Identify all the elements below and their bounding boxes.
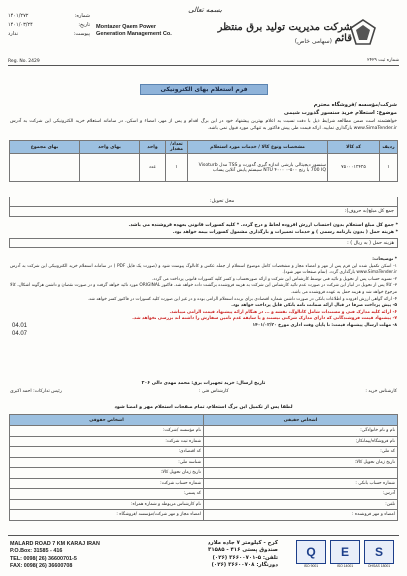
real-field[interactable]: شماره حساب بانکی : — [204, 478, 398, 489]
transport-note: * هزینه حمل ( بدون بارنامه رسمی ) و خدمات تعمیرات و بارگذاری مشمول کسورات بیمه خواهد بود. — [172, 230, 398, 235]
addressee-line: شرکت/مؤسسه /فروشگاه محترم — [313, 102, 397, 108]
attachment-row — [8, 30, 90, 39]
certificate-icon: S — [364, 540, 394, 564]
real-field[interactable]: امضاء و مهر فروشنده : — [204, 510, 398, 521]
col-unit: واحد — [140, 141, 166, 154]
legal-field[interactable]: کد اقتصادی: — [10, 447, 204, 458]
number-label: شماره: — [74, 13, 90, 19]
col-real-person: اشخاص حقیقی — [204, 415, 398, 426]
legal-field[interactable]: نام مؤسسه /شرکت: — [10, 426, 204, 437]
col-unit-price: بهای واحد — [80, 141, 140, 154]
iso-14001-badge — [330, 540, 360, 570]
certificate-icon: E — [330, 540, 360, 564]
head-label: رئیس تدارکات: احمد اکبری — [10, 389, 62, 394]
col-row: ردیف — [380, 141, 398, 154]
date-row — [8, 21, 90, 30]
handwritten-dates — [12, 322, 27, 338]
notes-title: * توضیحات: — [372, 257, 397, 262]
form-title: فرم استعلام بهای الکترونیکی — [140, 84, 268, 95]
date-value: ۱۴۰۱/۰۳/۲۴ — [8, 22, 33, 28]
note-item: ۱- اسکن تکمیل شده این فرم پس از مهر و امضاء مجاز و مشخصات کامل موضوع استعلام از جمله عکس و کاتالوگ پیوست شود و (صورت یک فایل PDF ) در سامانه استعلام خرید الکترونیکی این شرکت به آدرس www.SimaTender.ir بارگذاری گردد. (تمام صفحات مهر شود). — [10, 263, 397, 276]
items-table — [9, 140, 398, 182]
table-row — [10, 447, 398, 458]
company-name-en — [96, 24, 206, 38]
customer-instruction: لطفا پس از تکمیل این برگ استعلام، تمام صفحات استعلام مهر و امضا شود — [114, 405, 293, 410]
items-header-row — [10, 141, 398, 154]
iso-9001-badge — [296, 540, 326, 570]
company-name-fa: شرکت مدیریت تولید برق منتظر قائم — [217, 22, 352, 44]
note-item: ۷- پیشنهاد قیمت فروشندگانی که دارای مدارک شرکتی نیستند و یا سابقه عدم تامین سفارش را داشته اند بررسی نخواهد شد. — [132, 316, 397, 322]
certificate-icon: Q — [296, 540, 326, 564]
notes-section — [10, 257, 397, 330]
certificate-caption: OHSAS 18001 — [367, 564, 391, 568]
date-note: 04.01 — [12, 323, 28, 329]
cell-unit: عدد — [140, 154, 166, 182]
cell-total[interactable] — [10, 154, 80, 182]
delivery-place-row — [9, 197, 398, 207]
signature-line — [10, 388, 397, 396]
footer-line: P.O.Box: 31585 - 416 — [10, 548, 63, 555]
col-desc: مشخصات ونوع کالا / خدمات مورد استعلام — [188, 141, 328, 154]
footer-line: دورنگار: ۳۶۶۰۰۷۰۸ (۰۲۶) — [211, 562, 278, 569]
delivery-place-label: محل تحویل: — [210, 199, 235, 204]
note-item: ۳- کالا پس از تحویل در انبار این شرکت در صورت عدم تائید کارشناس این شرکت به هزینه فروشنده برگشت داده خواهد شد. فاکتور ORIGINAL مورد تائید خواهد گرفت و در صورت نقصان و داشتن هرگونه اشکال، کالا مرجوع خواهد شد و هزینه حمل به عهده فروشنده می باشد. — [10, 283, 397, 295]
table-row — [10, 468, 398, 479]
number-row — [8, 12, 90, 21]
date-note: 04.07 — [12, 331, 28, 337]
note-item: ۴- ارائه گواهی ارزش افزوده و اطلاعات بانکی در صورت داشتن شماره اقتصادی برای برنده استعلام الزامی بوده و در غیر این صورت کلیه کسورات در فاکتور کسر خواهد شد. — [87, 296, 397, 302]
note-item: ۶- ارائه کلیه مدارک فنی و مستندات شامل کاتالوگ، نقشه و ... در هنگام ارائه پیشنهاد قیمت الزامی میباشد. — [169, 309, 397, 315]
table-row — [10, 154, 398, 182]
subject-line: موضوع: استعلام خرید سنسور گدورت شیمی — [283, 110, 397, 116]
table-row — [10, 436, 398, 447]
real-field[interactable]: نام فروشگاه/پیمانکار: — [204, 436, 398, 447]
cell-code: ۷۵۰۰۰۱۲۴۲۵ — [328, 154, 380, 182]
real-field[interactable]: آدرس: — [204, 489, 398, 500]
col-qty: تعداد/ مقدار — [166, 141, 188, 154]
registration-number-en: Reg. No. 2429 — [8, 59, 40, 64]
customer-info-table — [9, 414, 398, 521]
company-name-en-line2: Generation Management Co. — [96, 31, 172, 37]
sum-in-words[interactable]: جمع کل مبلغ(به حروف): — [9, 207, 398, 217]
table-row — [10, 489, 398, 500]
registration-number-fa: شماره ثبت ۲۴۲۹ — [367, 58, 399, 63]
footer-line: تلفن: ۵-۳۶۶۰۰۷۰۱ (۰۲۶) — [212, 554, 278, 561]
number-value: ۱۴۰۱/۲۷۲ — [8, 13, 29, 19]
sender-info: تاریخ ارسال: خرید تجهیزات برق: محمد مهدی دالی ۲۰۶ — [141, 381, 266, 386]
legal-field[interactable]: شناسه ملی: — [10, 457, 204, 468]
buyer-label: کارشناس خرید : — [365, 389, 397, 394]
customer-header-row — [10, 415, 398, 426]
legal-field[interactable]: نام کارشناس مربوطه و شماره همراه: — [10, 499, 204, 510]
attachment-value: ندارد — [8, 31, 19, 37]
company-type-fa: (سهامی خاص) — [294, 38, 332, 45]
cell-row: ۱ — [380, 154, 398, 182]
intro-paragraph: خواهشمند است ضمن مطالعه شرایط ذیل با دقت نسبت به اعلام بهترین پیشنهاد خود در این برگ اقدام و پس از مهر، امضاء و اسکن، در سامانه استعلام خرید الکترونیکی این شرکت به آدرس www.SimaTender.ir بارگذاری نمایید. ارائه قیمت طی پیش فاکتور به تنهائی مورد قبول نمی باشد. — [10, 119, 397, 132]
footer-address-fa — [168, 540, 278, 570]
real-field[interactable]: نام و نام خانوادگی: — [204, 426, 398, 437]
col-legal-person: اشخاص حقوقی — [10, 415, 204, 426]
footer-address-en — [10, 541, 100, 571]
date-label: تاریخ: — [78, 22, 90, 28]
col-total: بهای مجموع — [10, 141, 80, 154]
legal-field[interactable]: شماره حساب شرکت: — [10, 478, 204, 489]
footer-line: FAX: 0098( 26) 36600708 — [10, 563, 73, 570]
company-logo-icon — [348, 18, 378, 48]
legal-field[interactable]: تاریخ زمان تحویل کالا: — [10, 468, 204, 479]
real-field[interactable]: تاریخ زمان تحویل کالا: — [204, 457, 398, 468]
footer-divider — [8, 535, 399, 536]
footer-line: کرج - کیلومتر ۷ جاده ملارد — [207, 540, 278, 546]
expert-label: کارشناس فنی : — [198, 389, 229, 394]
legal-field[interactable]: امضاء مجاز و مهر شرکت/مؤسسه /فروشگاه : — [10, 510, 204, 521]
transport-cost-field[interactable]: هزینه حمل ( به ریال ) : — [9, 238, 398, 248]
bismillah: بسمه تعالی — [188, 6, 222, 14]
footer-line: صندوق پستی ۴۱۶ - ۳۱۵۸۵ — [208, 547, 278, 554]
real-field[interactable]: کد ملی: — [204, 447, 398, 458]
table-row — [10, 478, 398, 489]
addressee — [10, 101, 397, 117]
letter-meta — [8, 12, 90, 39]
tax-note: * جمع کل مبلغ استعلام بدون احتساب ارزش افزوده لحاظ و درج گردد. * کلیه کسورات قانونی بعهده فروشنده می باشد. — [128, 223, 398, 228]
table-row — [10, 426, 398, 437]
col-code: کد کالا — [328, 141, 380, 154]
tax-notes — [9, 222, 398, 236]
header-divider — [8, 65, 399, 66]
cell-unit-price[interactable] — [80, 154, 140, 182]
cell-qty: ۱ — [166, 154, 188, 182]
note-item: ۸- مهلت ارسال پیشنهاد قیمت: تا پایان وقت اداری مورخ ۱۴۰۱/۰۳/۳۰ — [252, 322, 397, 328]
note-item: ۲- تسویه حساب پس از تحویل و تائید فنی توسط کارشناس این شرکت و ارائه صورتحساب و کسر کلیه کسورات قانونی پرداخت می گردد. — [151, 276, 397, 282]
legal-field[interactable]: کد پستی: — [10, 489, 204, 500]
table-row — [10, 457, 398, 468]
table-row — [10, 499, 398, 510]
certificate-caption: ISO 14001 — [336, 564, 354, 568]
footer-line: TEL: 0098( 26) 36600701-5 — [10, 555, 77, 562]
real-field[interactable] — [204, 468, 398, 479]
legal-field[interactable]: شماره ثبت شرکت: — [10, 436, 204, 447]
cell-desc: سنسور دیجیتالی بارشی اندازه گیری گدورت و TSS مدل Visoturb 700 IQ با رنج ۵۰۰-۰ ۴۰۰۰ NTU سیستم پایش آنلاین پساب — [188, 154, 328, 182]
real-field[interactable]: تلفن: — [204, 499, 398, 510]
table-row — [10, 510, 398, 521]
ohsas-18001-badge — [364, 540, 394, 570]
attachment-label: پیوست: — [73, 31, 90, 37]
footer-line: MALARD ROAD 7 KM KARAJ IRAN — [10, 541, 100, 547]
signature-block — [10, 380, 397, 396]
certificate-caption: ISO 9001 — [303, 564, 319, 568]
company-name-en-line1: Montazer Qaem Power — [96, 24, 156, 30]
note-item: ۵- پیش پرداخت صرفا در قبال ارائه ضمانت نامه بانکی قابل پرداخت خواهد بود. — [231, 303, 397, 309]
